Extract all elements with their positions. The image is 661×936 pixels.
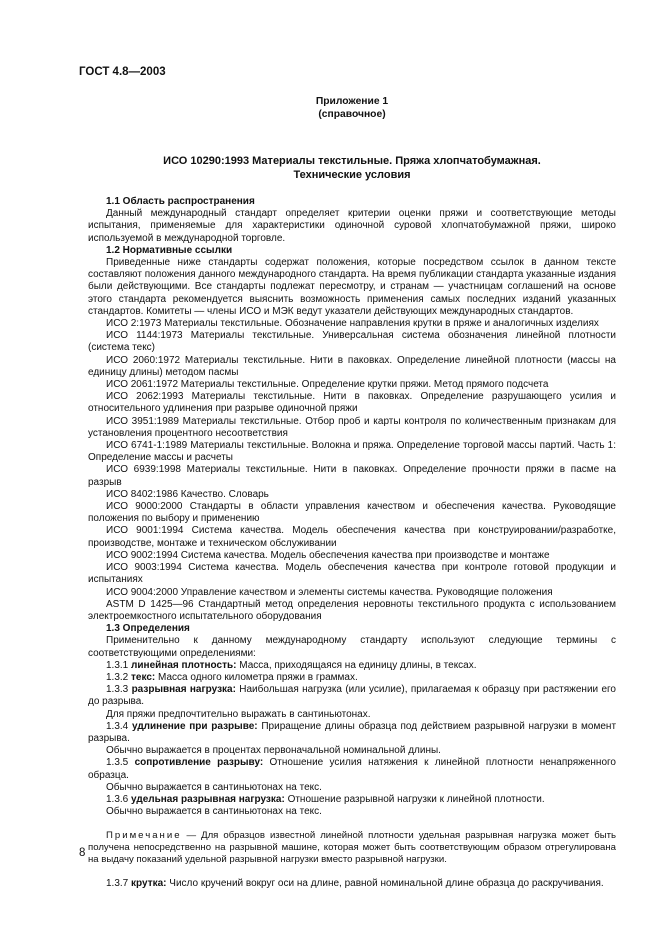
reference-item: ИСО 9000:2000 Стандарты в области управления качеством и обеспечения качества. Руководящие положения по выбору и применению — [88, 501, 616, 525]
document-title — [88, 154, 616, 182]
document-header: ГОСТ 4.8—2003 — [79, 66, 166, 78]
definitions-intro: Применительно к данному международному стандарту используют следующие термины с соответствующими определениями: — [88, 635, 616, 659]
definition-term: разрывная нагрузка: — [131, 684, 236, 696]
section-heading-references: 1.2 Нормативные ссылки — [106, 244, 233, 256]
reference-item: ИСО 2062:1993 Материалы текстильные. Нити в паковках. Определение разрушающего усилия и относительного удлинения при разрыве одиночной пряжи — [88, 391, 616, 415]
definition-number: 1.3.6 — [106, 793, 129, 805]
definition-text: Масса, приходящаяся на единицу длины, в тексах. — [239, 659, 477, 671]
reference-item: ИСО 9002:1994 Система качества. Модель обеспечения качества при производстве и монтаже — [106, 549, 550, 561]
document-title-line-2: Технические условия — [293, 169, 411, 181]
reference-item: ИСО 8402:1986 Качество. Словарь — [106, 488, 269, 500]
reference-item: ASTM D 1425—96 Стандартный метод определения неровноты текстильного продукта с использованием электроемкостного испытательного оборудования — [88, 598, 616, 622]
definition-term: текс: — [131, 671, 156, 683]
page-number: 8 — [79, 847, 86, 859]
definition-text: Масса одного километра пряжи в граммах. — [158, 671, 358, 683]
document-title-line-1: ИСО 10290:1993 Материалы текстильные. Пряжа хлопчатобумажная. — [163, 155, 541, 167]
definition-linear-density — [88, 660, 616, 672]
spacer — [88, 818, 616, 830]
scope-paragraph: Данный международный стандарт определяет критерии оценки пряжи и соответствующие методы испытания, применяемые для характеристики одиночной суровой хлопчатобумажной пряжи, широко используемой в международной торговле. — [88, 208, 616, 244]
reference-item: ИСО 6939:1998 Материалы текстильные. Нити в паковках. Определение прочности пряжи в пасме на разрыв — [88, 464, 616, 488]
definition-number: 1.3.3 — [106, 684, 129, 696]
reference-item: ИСО 9001:1994 Система качества. Модель обеспечения качества при конструировании/разработке, производстве, монтаже и техническом обслуживании — [88, 525, 616, 549]
definition-tenacity — [88, 757, 616, 781]
spacer — [88, 866, 616, 878]
note-text: — Для образцов известной линейной плотности удельная разрывная нагрузка может быть получена непосредственно на разрывной машине, которая может быть соответствующим образом отрегулирована на выдачу показаний удельной разрывной нагрузки вместо разрывной нагрузки. — [88, 830, 616, 866]
definition-elongation — [88, 721, 616, 745]
reference-item: ИСО 9003:1994 Система качества. Модель обеспечения качества при контроле готовой продукции и испытаниях — [88, 562, 616, 586]
definition-text: Наибольшая нагрузка (или усилие), прилагаемая к образцу при растяжении его до разрыва. — [88, 684, 616, 708]
definition-breaking-load — [88, 684, 616, 708]
definition-term: сопротивление разрыву: — [134, 757, 264, 769]
definition-term: удельная разрывная нагрузка: — [131, 793, 285, 805]
definition-text: Отношение разрывной нагрузки к линейной плотности. — [287, 793, 545, 805]
definition-term: крутка: — [131, 878, 167, 890]
definition-number: 1.3.7 — [106, 878, 129, 890]
definition-text: Отношение усилия натяжения к линейной плотности ненапряженного образца. — [88, 757, 616, 781]
references-intro: Приведенные ниже стандарты содержат положения, которые посредством ссылок в данном тексте составляют положения данного международного стандарта. На время публикации стандарта указанные издания были действующими. Все стандарты подлежат пересмотру, и странам — участницам соглашений на основе этого стандарта рекомендуется выяснить возможность применения самых последних изданий указанных стандартов. Комитеты — члены ИСО и МЭК ведут указатели действующих международных стандартов. — [88, 257, 616, 317]
appendix-title: Приложение 1 — [315, 96, 389, 107]
definition-specific-load — [88, 794, 616, 806]
reference-item: ИСО 2061:1972 Материалы текстильные. Определение крутки пряжи. Метод прямого подсчета — [106, 379, 549, 391]
reference-item: ИСО 9004:2000 Управление качеством и элементы системы качества. Руководящие положения — [106, 586, 553, 598]
note-paragraph — [88, 830, 616, 866]
definition-number: 1.3.4 — [106, 720, 129, 732]
definition-term: линейная плотность: — [131, 659, 237, 671]
definition-term: удлинение при разрыве: — [132, 720, 258, 732]
definition-text: Число кручений вокруг оси на длине, равной номинальной длине образца до раскручивания. — [169, 878, 604, 890]
definition-number: 1.3.5 — [106, 757, 129, 769]
definition-number: 1.3.2 — [106, 671, 129, 683]
definition-tex — [88, 672, 616, 684]
definition-note-text: Обычно выражается в процентах первоначальной номинальной длины. — [106, 745, 441, 757]
definition-twist — [88, 878, 616, 890]
definition-note-text: Обычно выражается в сантиньютонах на текс. — [106, 781, 322, 793]
definition-note-text: Обычно выражается в сантиньютонах на текс. — [106, 806, 322, 818]
appendix-subtitle: (справочное) — [318, 109, 386, 120]
section-heading-scope: 1.1 Область распространения — [106, 196, 255, 207]
definition-number: 1.3.1 — [106, 659, 129, 671]
note-label: Примечание — [106, 830, 182, 842]
definition-text: Приращение длины образца под действием разрывной нагрузки в момент разрыва. — [88, 720, 617, 744]
document-body — [88, 95, 616, 891]
reference-item: ИСО 2:1973 Материалы текстильные. Обозначение направления крутки в пряже и аналогичных изделиях — [106, 318, 599, 330]
reference-item: ИСО 2060:1972 Материалы текстильные. Нити в паковках. Определение линейной плотности (массы на единицу длины) методом пасмы — [88, 354, 616, 378]
reference-item: ИСО 6741-1:1989 Материалы текстильные. Волокна и пряжа. Определение торговой массы партий. Часть 1: Определение массы и расчеты — [88, 440, 616, 464]
reference-item: ИСО 3951:1989 Материалы текстильные. Отбор проб и карты контроля по количественным признакам для установления процентного несоответствия — [88, 415, 616, 439]
reference-item: ИСО 1144:1973 Материалы текстильные. Универсальная система обозначения линейной плотности (система текс) — [88, 330, 616, 354]
section-heading-definitions: 1.3 Определения — [106, 623, 190, 635]
definition-note-text: Для пряжи предпочтительно выражать в сантиньютонах. — [106, 708, 371, 720]
